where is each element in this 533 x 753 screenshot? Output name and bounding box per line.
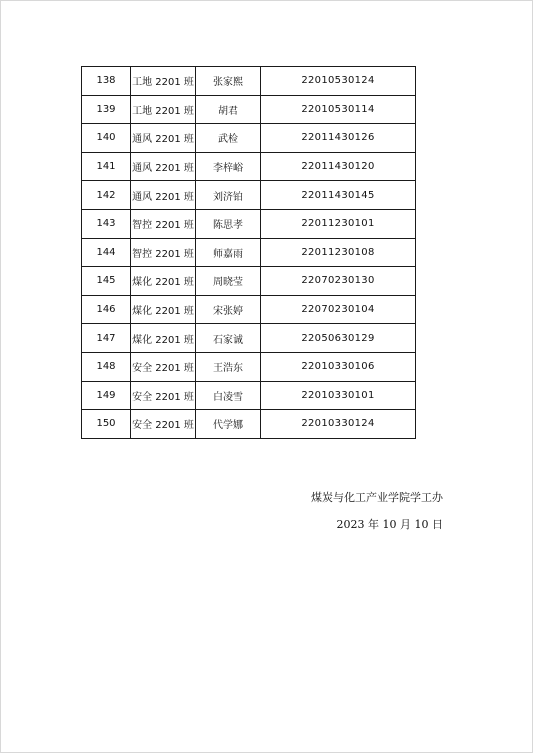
cell-student-name: 石家诚 bbox=[196, 324, 261, 353]
cell-index: 143 bbox=[82, 209, 131, 238]
table-row bbox=[82, 267, 416, 296]
cell-index: 142 bbox=[82, 181, 131, 210]
cell-student-id: 22011230101 bbox=[261, 209, 416, 238]
table-row bbox=[82, 238, 416, 267]
cell-student-name: 宋张婷 bbox=[196, 295, 261, 324]
cell-student-name: 胡君 bbox=[196, 95, 261, 124]
issuing-office: 煤炭与化工产业学院学工办 bbox=[311, 491, 443, 504]
table-row bbox=[82, 181, 416, 210]
cell-class: 煤化 2201 班 bbox=[131, 295, 196, 324]
cell-student-id: 22011430126 bbox=[261, 124, 416, 153]
cell-student-name: 王浩东 bbox=[196, 352, 261, 381]
table-row bbox=[82, 67, 416, 96]
table-row bbox=[82, 352, 416, 381]
cell-class: 工地 2201 班 bbox=[131, 95, 196, 124]
cell-student-id: 22010330124 bbox=[261, 410, 416, 439]
table-row bbox=[82, 95, 416, 124]
cell-student-name: 李梓峪 bbox=[196, 152, 261, 181]
cell-student-name: 武检 bbox=[196, 124, 261, 153]
table-row bbox=[82, 324, 416, 353]
table-row bbox=[82, 381, 416, 410]
cell-class: 煤化 2201 班 bbox=[131, 324, 196, 353]
cell-student-id: 22010330106 bbox=[261, 352, 416, 381]
cell-student-id: 22010530124 bbox=[261, 67, 416, 96]
cell-index: 144 bbox=[82, 238, 131, 267]
table-body bbox=[82, 67, 416, 439]
cell-student-name: 张家熙 bbox=[196, 67, 261, 96]
cell-class: 通风 2201 班 bbox=[131, 181, 196, 210]
table-row bbox=[82, 295, 416, 324]
cell-class: 安全 2201 班 bbox=[131, 410, 196, 439]
cell-student-id: 22010530114 bbox=[261, 95, 416, 124]
cell-student-id: 22070230104 bbox=[261, 295, 416, 324]
table-row bbox=[82, 152, 416, 181]
table-row bbox=[82, 410, 416, 439]
cell-index: 147 bbox=[82, 324, 131, 353]
cell-student-name: 师嘉雨 bbox=[196, 238, 261, 267]
cell-index: 141 bbox=[82, 152, 131, 181]
table-row bbox=[82, 124, 416, 153]
cell-student-id: 22011430145 bbox=[261, 181, 416, 210]
cell-student-name: 陈思孝 bbox=[196, 209, 261, 238]
cell-index: 146 bbox=[82, 295, 131, 324]
cell-student-id: 22050630129 bbox=[261, 324, 416, 353]
cell-student-id: 22011430120 bbox=[261, 152, 416, 181]
cell-index: 138 bbox=[82, 67, 131, 96]
cell-index: 150 bbox=[82, 410, 131, 439]
cell-index: 149 bbox=[82, 381, 131, 410]
student-list-table bbox=[81, 66, 416, 439]
cell-index: 139 bbox=[82, 95, 131, 124]
cell-index: 145 bbox=[82, 267, 131, 296]
cell-class: 通风 2201 班 bbox=[131, 152, 196, 181]
cell-class: 煤化 2201 班 bbox=[131, 267, 196, 296]
cell-student-name: 白凌雪 bbox=[196, 381, 261, 410]
cell-class: 工地 2201 班 bbox=[131, 67, 196, 96]
cell-index: 140 bbox=[82, 124, 131, 153]
cell-class: 智控 2201 班 bbox=[131, 238, 196, 267]
issue-date: 2023 年 10 月 10 日 bbox=[336, 518, 443, 531]
table-row bbox=[82, 209, 416, 238]
cell-student-name: 周晓莹 bbox=[196, 267, 261, 296]
cell-index: 148 bbox=[82, 352, 131, 381]
cell-student-id: 22011230108 bbox=[261, 238, 416, 267]
cell-student-id: 22010330101 bbox=[261, 381, 416, 410]
cell-class: 安全 2201 班 bbox=[131, 381, 196, 410]
cell-student-name: 代学娜 bbox=[196, 410, 261, 439]
cell-class: 智控 2201 班 bbox=[131, 209, 196, 238]
cell-student-id: 22070230130 bbox=[261, 267, 416, 296]
cell-class: 安全 2201 班 bbox=[131, 352, 196, 381]
cell-class: 通风 2201 班 bbox=[131, 124, 196, 153]
cell-student-name: 刘济铂 bbox=[196, 181, 261, 210]
